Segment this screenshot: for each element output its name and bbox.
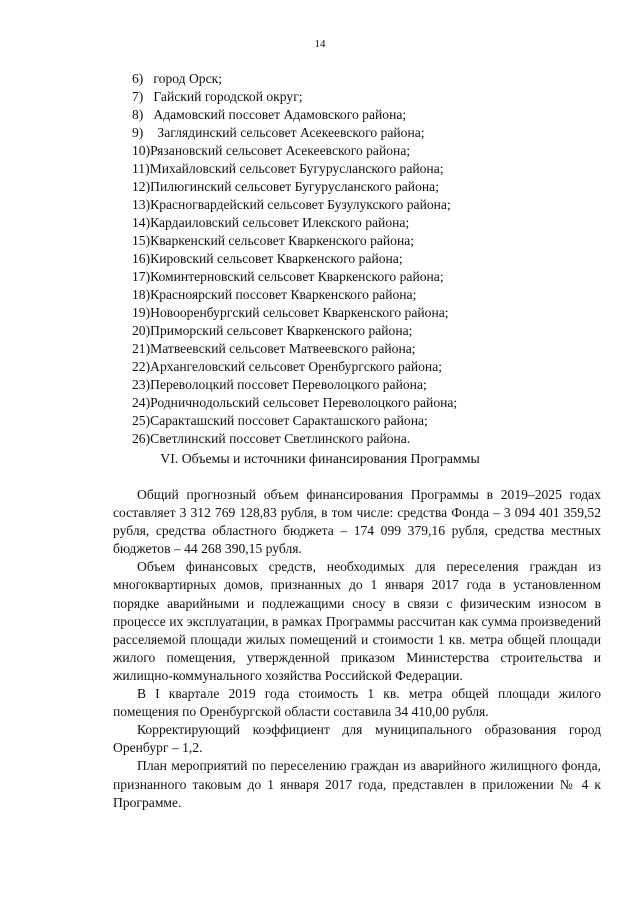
list-item-text: Гайский городской округ; — [153, 89, 303, 104]
list-item — [132, 178, 592, 196]
list-item-number: 7) — [132, 89, 144, 104]
list-item — [132, 340, 592, 358]
paragraph-correction-coefficient: Корректирующий коэффициент для муниципального образования город Оренбург – 1,2. — [113, 722, 601, 756]
list-item-number: 8) — [132, 107, 144, 122]
list-item-text: Красногвардейский сельсовет Бузулукского района; — [150, 197, 451, 212]
list-item-number: 10) — [132, 143, 151, 158]
list-item — [132, 286, 592, 304]
list-item-text: Светлинский поссовет Светлинского района. — [150, 431, 411, 446]
list-item-text: Михайловский сельсовет Бугурусланского района; — [149, 161, 444, 176]
list-item — [132, 304, 592, 322]
list-item-number: 17) — [132, 269, 151, 284]
paragraph-square-meter-cost: В I квартале 2019 года стоимость 1 кв. метра общей площади жилого помещения по Оренбургской области составила 34 410,00 рубля. — [113, 686, 601, 720]
list-item — [132, 124, 592, 142]
list-item-number: 25) — [132, 413, 151, 428]
settlement-list — [132, 70, 592, 448]
list-item-text: Архангеловский сельсовет Оренбургского района; — [150, 359, 443, 374]
list-item — [132, 358, 592, 376]
list-item-text: Коминтерновский сельсовет Кваркенского района; — [150, 269, 444, 284]
list-item — [132, 160, 592, 178]
paragraph-total-financing: Общий прогнозный объем финансирования Программы в 2019–2025 годах составляет 3 312 769 128,83 рубля, в том числе: средства Фонда – 3 094 401 359,52 рубля, средства областного бюджета – 174 099 379,16 рубля, средства местных бюджетов – 44 268 390,15 рубля. — [113, 487, 601, 557]
list-item-text: Адамовский поссовет Адамовского района; — [153, 107, 407, 122]
list-item — [132, 142, 592, 160]
list-item-number: 12) — [132, 179, 151, 194]
list-item-text: Родничнодольский сельсовет Переволоцкого района; — [150, 395, 458, 410]
list-item-number: 20) — [132, 323, 151, 338]
list-item — [132, 250, 592, 268]
list-item-number: 11) — [132, 161, 150, 176]
list-item-number: 22) — [132, 359, 151, 374]
list-item-number: 26) — [132, 431, 151, 446]
list-item — [132, 376, 592, 394]
list-item — [132, 394, 592, 412]
list-item-text: Красноярский поссовет Кваркенского района; — [150, 287, 417, 302]
list-item-number: 21) — [132, 341, 151, 356]
list-item — [132, 214, 592, 232]
list-item — [132, 322, 592, 340]
page-number: 14 — [314, 38, 326, 50]
list-item — [132, 430, 592, 448]
list-item-text: Рязановский сельсовет Асекеевского района; — [150, 143, 411, 158]
list-item-number: 24) — [132, 395, 151, 410]
list-item-text: Кировский сельсовет Кваркенского района; — [150, 251, 403, 266]
section-body — [113, 486, 601, 812]
list-item-number: 18) — [132, 287, 151, 302]
list-item-number: 19) — [132, 305, 151, 320]
list-item-number: 23) — [132, 377, 151, 392]
list-item-number: 6) — [132, 71, 144, 86]
list-item — [132, 232, 592, 250]
list-item — [132, 196, 592, 214]
list-item-text: Переволоцкий поссовет Переволоцкого района; — [150, 377, 427, 392]
list-item-number: 16) — [132, 251, 151, 266]
list-item-number: 15) — [132, 233, 151, 248]
list-item — [132, 88, 592, 106]
list-item-text: Кардаиловский сельсовет Илекского района; — [150, 215, 410, 230]
list-item-number: 9) — [132, 125, 144, 140]
list-item — [132, 268, 592, 286]
list-item-text: город Орск; — [153, 71, 222, 86]
list-item-number: 14) — [132, 215, 151, 230]
list-item — [132, 70, 592, 88]
list-item-text: Матвеевский сельсовет Матвеевского района; — [150, 341, 416, 356]
list-item-text: Кваркенский сельсовет Кваркенского района; — [150, 233, 415, 248]
list-item — [132, 412, 592, 430]
list-item-number: 13) — [132, 197, 151, 212]
list-item-text: Новооренбургский сельсовет Кваркенского района; — [150, 305, 449, 320]
section-heading: VI. Объемы и источники финансирования Программы — [160, 451, 480, 466]
list-item-text: Приморский сельсовет Кваркенского района; — [150, 323, 413, 338]
paragraph-calculation-method: Объем финансовых средств, необходимых для переселения граждан из многоквартирных домов, признанных до 1 января 2017 года в установленном порядке аварийными и подлежащими сносу в связи с физическим износом в процессе их эксплуатации, в рамках Программы рассчитан как сумма произведений расселяемой площади жилых помещений и стоимости 1 кв. метра общей площади жилого помещения, утвержденной приказом Министерства строительства и жилищно-коммунального хозяйства Российской Федерации. — [113, 559, 601, 683]
list-item-text: Саракташский поссовет Саракташского района; — [150, 413, 428, 428]
list-item-text: Заглядинский сельсовет Асекеевского района; — [157, 125, 425, 140]
paragraph-action-plan: План мероприятий по переселению граждан из аварийного жилищного фонда, признанного таковым до 1 января 2017 года, представлен в приложении № 4 к Программе. — [113, 758, 601, 810]
list-item — [132, 106, 592, 124]
list-item-text: Пилюгинский сельсовет Бугурусланского района; — [150, 179, 439, 194]
